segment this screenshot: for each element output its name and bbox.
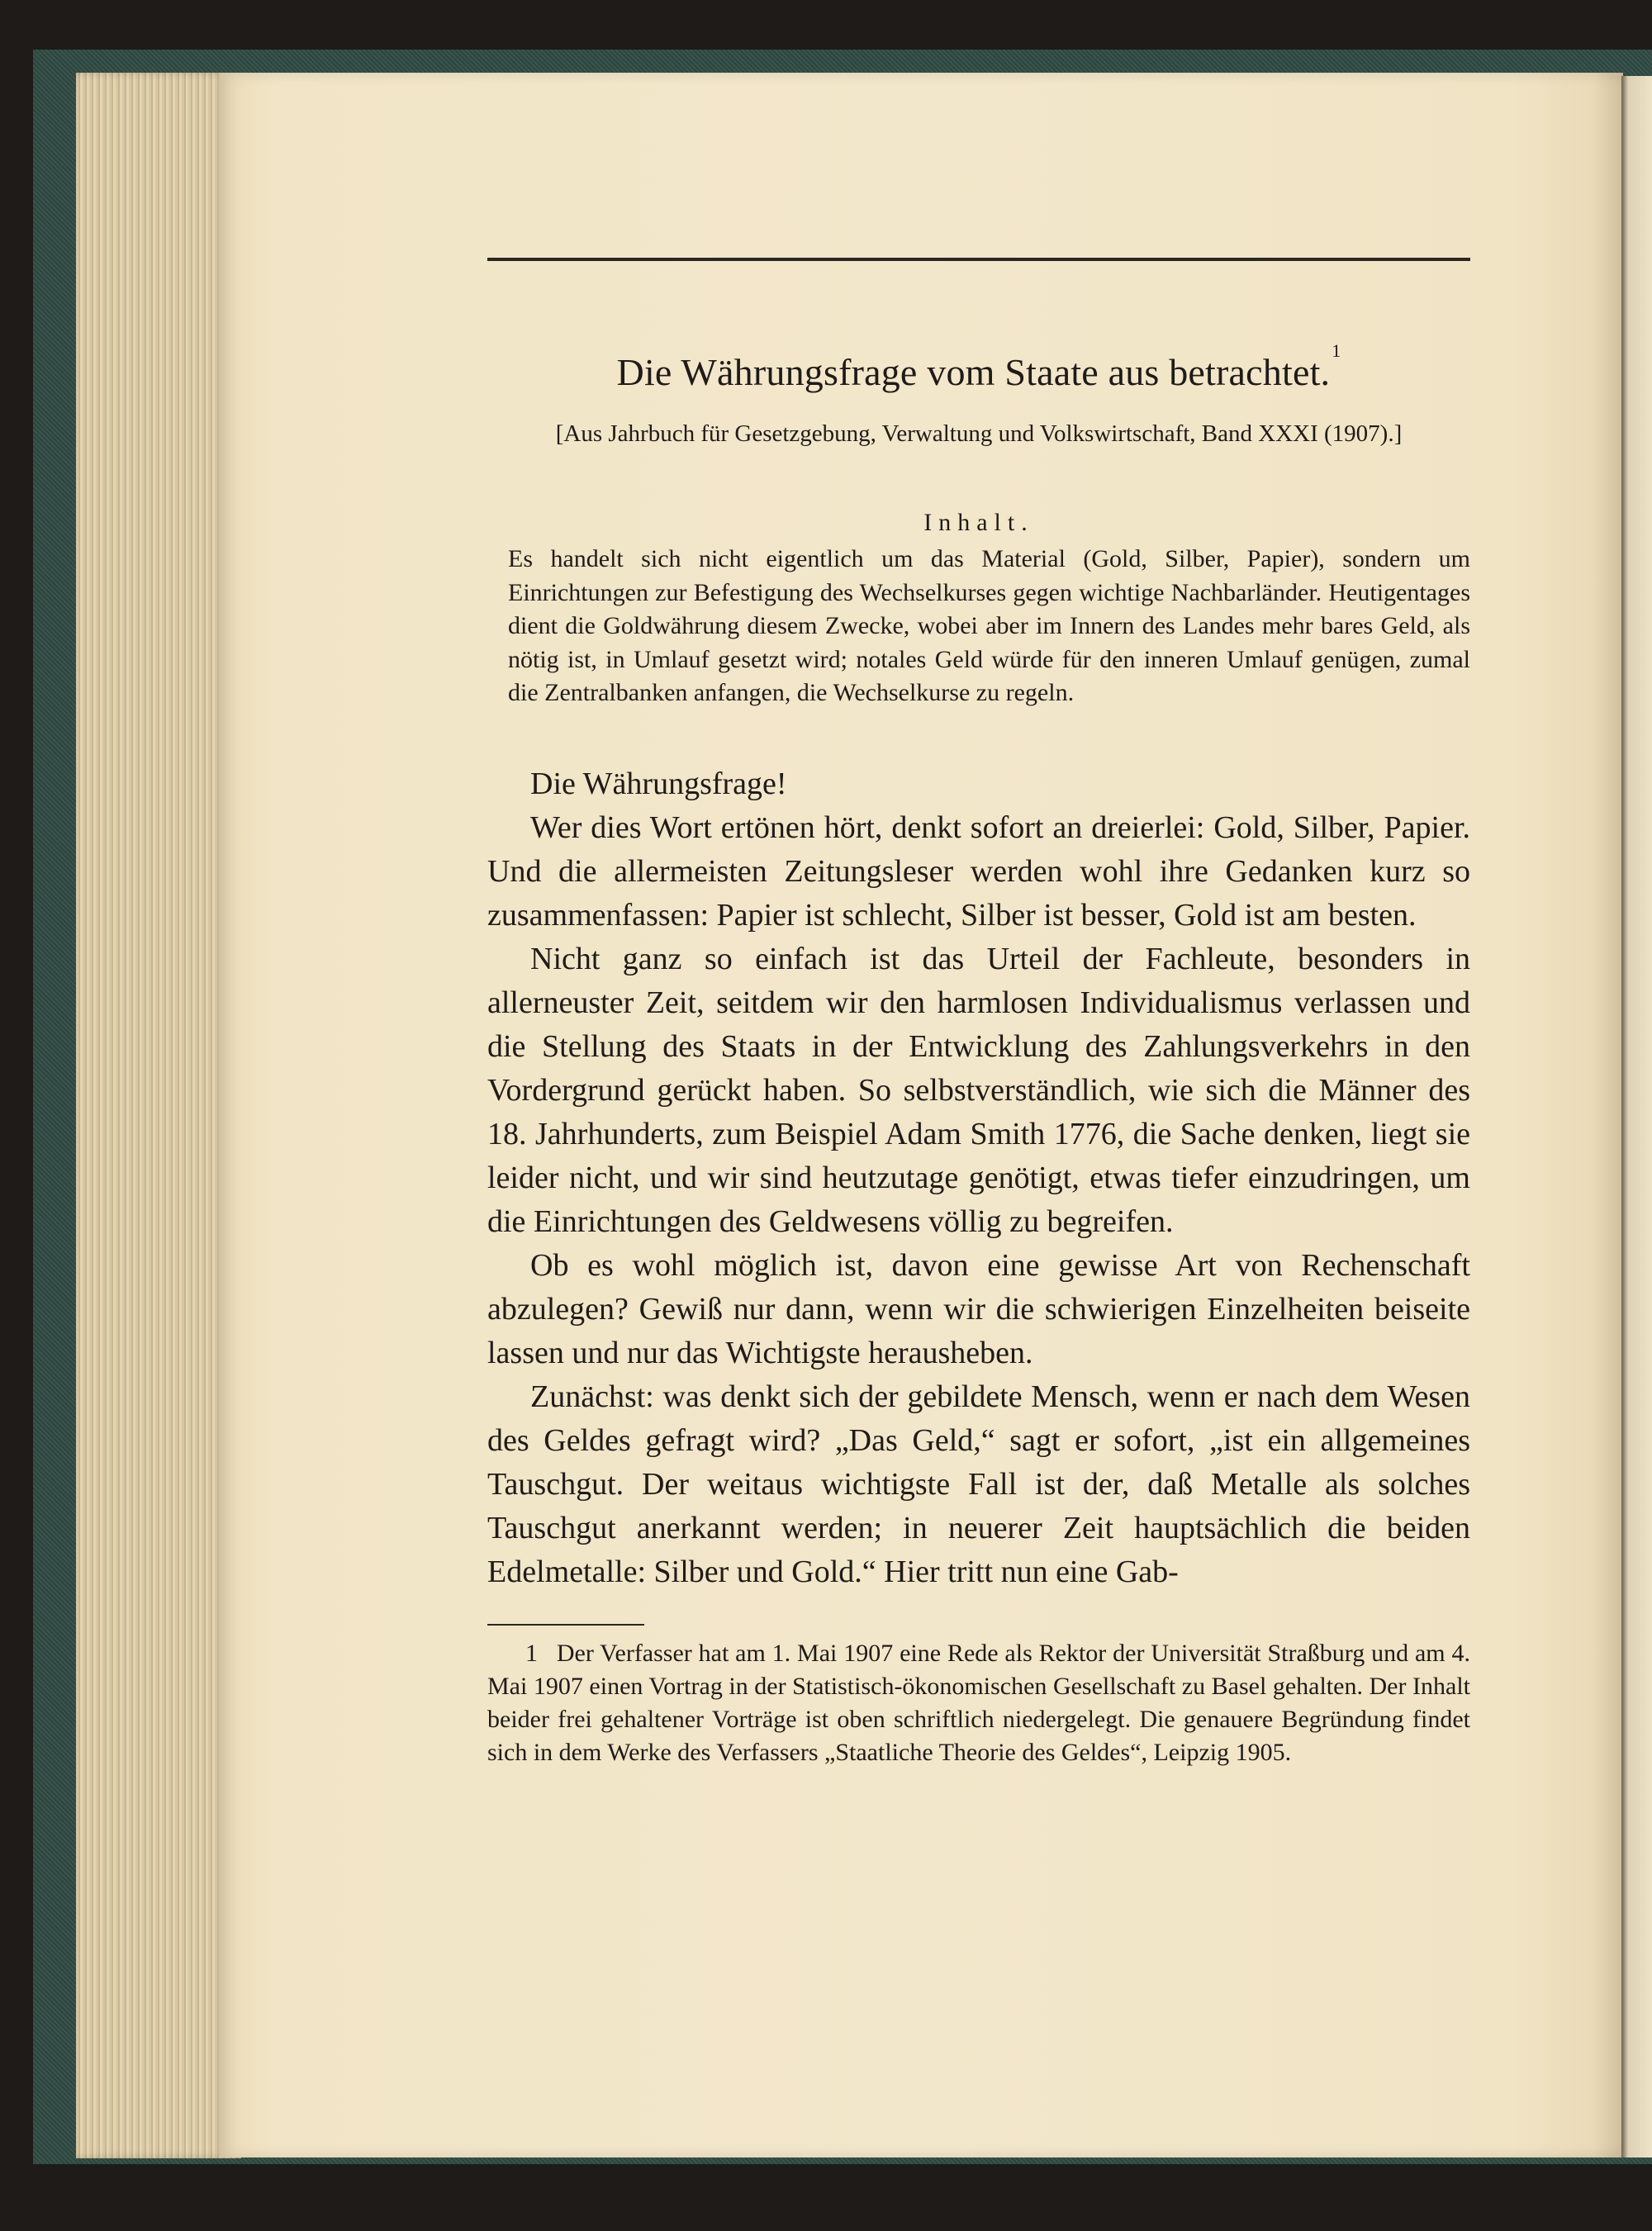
footnote <box>487 1637 1470 1769</box>
article-title <box>487 339 1470 393</box>
paragraph: Wer dies Wort ertönen hört, denkt sofort an dreierlei: Gold, Silber, Papier. Und die allermeisten Zeitungsleser werden wohl ihre Gedanken kurz so zusammenfassen: Papier ist schlecht, Silber ist besser, Gold ist am besten. <box>487 810 1470 933</box>
paragraph: Nicht ganz so einfach ist das Urteil der Fachleute, besonders in allerneuster Zeit, seitdem wir den harmlosen Individualismus verlassen und die Stellung des Staats in der Entwicklung des Zahlungsverkehrs in den Vordergrund gerückt haben. So selbstverständlich, wie sich die Männer des 18. Jahrhunderts, zum Beispiel Adam Smith 1776, die Sache denken, liegt sie leider nicht, und wir sind heutzutage genötigt, etwas tiefer einzudringen, um die Einrichtungen des Geldwesens völlig zu begreifen. <box>487 942 1470 1239</box>
page-edges <box>76 73 241 2158</box>
page-gutter-shadow <box>1593 73 1623 2157</box>
article-body <box>487 762 1470 1594</box>
footnote-text: Der Verfasser hat am 1. Mai 1907 eine Rede als Rektor der Universität Straßburg und am 4. Mai 1907 einen Vortrag in der Statistisch-ökonomischen Gesellschaft zu Basel gehalten. Der Inhalt beider frei gehaltener Vorträge ist oben schriftlich niedergelegt. Die genauere Begründung findet sich in dem Werke des Verfassers „Staatliche Theorie des Geldes“, Leipzig 1905. <box>487 1640 1471 1766</box>
header-rule <box>487 258 1470 261</box>
article-title-text: Die Währungsfrage vom Staate aus betrachtet. <box>616 351 1331 393</box>
facing-page-edge <box>1621 76 1652 2157</box>
footnote-marker: 1 <box>525 1640 538 1667</box>
contents-summary: Es handelt sich nicht eigentlich um das Material (Gold, Silber, Papier), sondern um Einrichtungen zur Befestigung des Wechselkurses gegen wichtige Nachbarländer. Heutigentages dient die Goldwährung diesem Zwecke, wobei aber im Innern des Landes mehr bares Geld, als nötig ist, in Umlauf gesetzt wird; notales Geld würde für den inneren Umlauf genügen, zumal die Zentralbanken anfangen, die Wechselkurse zu regeln. <box>508 545 1470 706</box>
paragraph: Die Währungsfrage! <box>530 767 787 801</box>
paragraph: Ob es wohl möglich ist, davon eine gewisse Art von Rechenschaft abzulegen? Gewiß nur dann, wenn wir die schwierigen Einzelheiten beiseite lassen und nur das Wichtigste herausheben. <box>487 1248 1470 1370</box>
contents-heading: Inhalt. <box>923 509 1034 536</box>
source-note: [Aus Jahrbuch für Gesetzgebung, Verwaltung und Volkswirtschaft, Band XXXI (1907).] <box>555 420 1403 447</box>
footnote-rule <box>487 1624 644 1626</box>
paragraph: Zunächst: was denkt sich der gebildete Mensch, wenn er nach dem Wesen des Geldes gefragt wird? „Das Geld,“ sagt er sofort, „ist ein allgemeines Tauschgut. Der weitaus wichtigste Fall ist der, daß Metalle als solches Tauschgut anerkannt werden; in neuerer Zeit hauptsächlich die beiden Edelmetalle: Silber und Gold.“ Hier tritt nun eine Gab- <box>487 1379 1470 1589</box>
title-footnote-marker: 1 <box>1332 339 1341 361</box>
